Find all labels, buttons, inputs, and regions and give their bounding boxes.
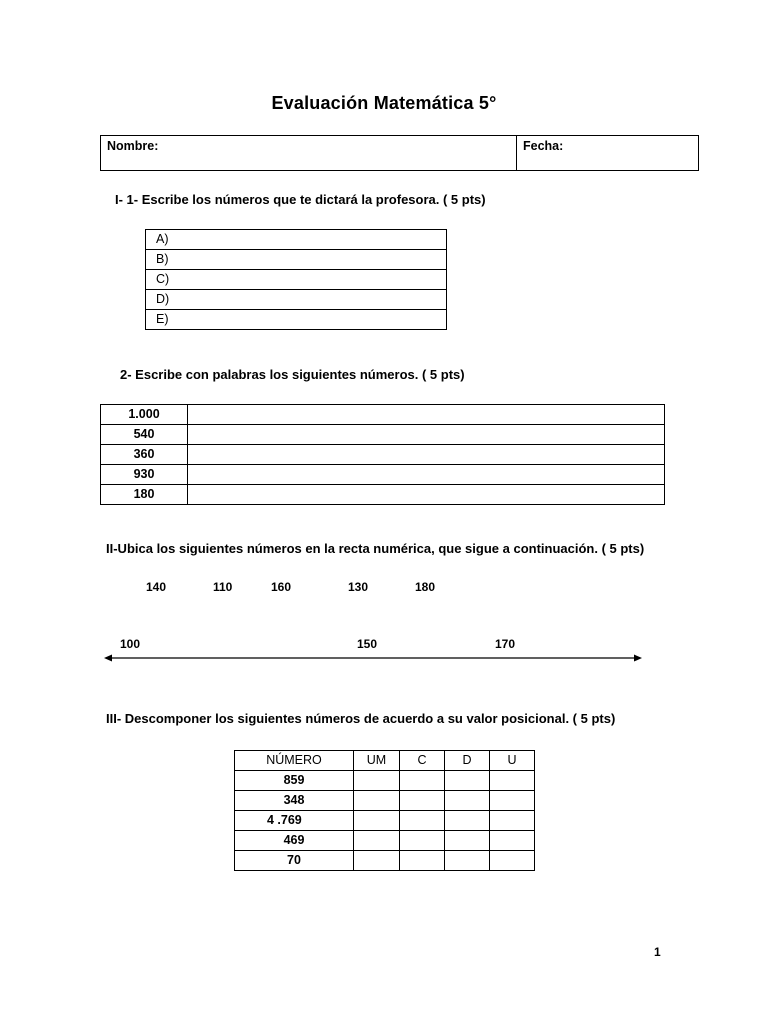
number-words-table (100, 404, 665, 505)
answer-cell[interactable] (400, 791, 445, 811)
answer-cell[interactable] (445, 791, 490, 811)
answer-cell[interactable] (400, 851, 445, 871)
table-row[interactable] (146, 310, 447, 330)
number-to-place: 130 (348, 580, 369, 594)
answer-cell[interactable] (400, 811, 445, 831)
answer-cell[interactable] (490, 811, 535, 831)
axis-label: 150 (357, 637, 378, 651)
table-header-row (235, 751, 535, 771)
answer-cell[interactable] (354, 851, 400, 871)
answer-cell[interactable] (445, 851, 490, 871)
section1-instruction: I- 1- Escribe los números que te dictará la profesora. ( 5 pts) (115, 192, 486, 207)
number-cell: 360 (101, 445, 188, 465)
table-row (235, 811, 535, 831)
table-row (235, 791, 535, 811)
answer-cell[interactable] (490, 771, 535, 791)
table-row[interactable] (146, 230, 447, 250)
arrow-left-icon (104, 655, 112, 662)
number-cell: 469 (235, 831, 354, 851)
place-value-table (234, 750, 535, 871)
number-cell: 859 (235, 771, 354, 791)
answer-cell[interactable] (445, 771, 490, 791)
answer-cell[interactable] (445, 811, 490, 831)
words-answer-cell[interactable] (188, 485, 665, 505)
section2-instruction: 2- Escribe con palabras los siguientes números. ( 5 pts) (120, 367, 465, 382)
section-ii-instruction: II-Ubica los siguientes números en la recta numérica, que sigue a continuación. ( 5 pts) (106, 541, 645, 556)
words-answer-cell[interactable] (188, 445, 665, 465)
number-cell: 540 (101, 425, 188, 445)
answer-cell[interactable] (490, 851, 535, 871)
column-header: D (445, 751, 490, 771)
table-row (235, 771, 535, 791)
number-to-place: 180 (415, 580, 436, 594)
words-answer-cell[interactable] (188, 405, 665, 425)
table-row (235, 851, 535, 871)
page-number: 1 (654, 945, 661, 959)
dictation-row-label: E) (146, 310, 447, 330)
words-answer-cell[interactable] (188, 425, 665, 445)
arrow-right-icon (634, 655, 642, 662)
number-cell: 1.000 (101, 405, 188, 425)
student-info-table (100, 135, 699, 171)
dictation-row-label: A) (146, 230, 447, 250)
name-field[interactable] (101, 136, 517, 171)
section-iii-instruction: III- Descomponer los siguientes números de acuerdo a su valor posicional. ( 5 pts) (106, 711, 616, 726)
table-row (101, 445, 665, 465)
number-cell: 4 .769 (235, 811, 354, 831)
answer-cell[interactable] (490, 791, 535, 811)
number-cell: 348 (235, 791, 354, 811)
table-row (101, 465, 665, 485)
dictation-row-label: B) (146, 250, 447, 270)
answer-cell[interactable] (354, 791, 400, 811)
answer-cell[interactable] (354, 811, 400, 831)
axis-label: 170 (495, 637, 516, 651)
date-label: Fecha: (523, 139, 564, 153)
column-header: U (490, 751, 535, 771)
answer-cell[interactable] (400, 771, 445, 791)
answer-cell[interactable] (354, 831, 400, 851)
words-answer-cell[interactable] (188, 465, 665, 485)
table-row[interactable] (146, 270, 447, 290)
number-cell: 70 (235, 851, 354, 871)
table-row (235, 831, 535, 851)
answer-cell[interactable] (400, 831, 445, 851)
dictation-table (145, 229, 447, 330)
column-header: NÚMERO (235, 751, 354, 771)
table-row (101, 405, 665, 425)
table-row (101, 485, 665, 505)
number-to-place: 160 (271, 580, 292, 594)
dictation-row-label: C) (146, 270, 447, 290)
column-header: UM (354, 751, 400, 771)
name-label: Nombre: (107, 139, 159, 153)
answer-cell[interactable] (490, 831, 535, 851)
dictation-row-label: D) (146, 290, 447, 310)
answer-cell[interactable] (445, 831, 490, 851)
number-to-place: 110 (213, 580, 233, 594)
date-field[interactable] (517, 136, 699, 171)
table-row[interactable] (146, 250, 447, 270)
page-title: Evaluación Matemática 5° (271, 93, 497, 113)
answer-cell[interactable] (354, 771, 400, 791)
number-cell: 180 (101, 485, 188, 505)
table-row (101, 425, 665, 445)
number-cell: 930 (101, 465, 188, 485)
column-header: C (400, 751, 445, 771)
number-to-place: 140 (146, 580, 167, 594)
table-row[interactable] (146, 290, 447, 310)
axis-label: 100 (120, 637, 141, 651)
number-line (104, 650, 642, 666)
